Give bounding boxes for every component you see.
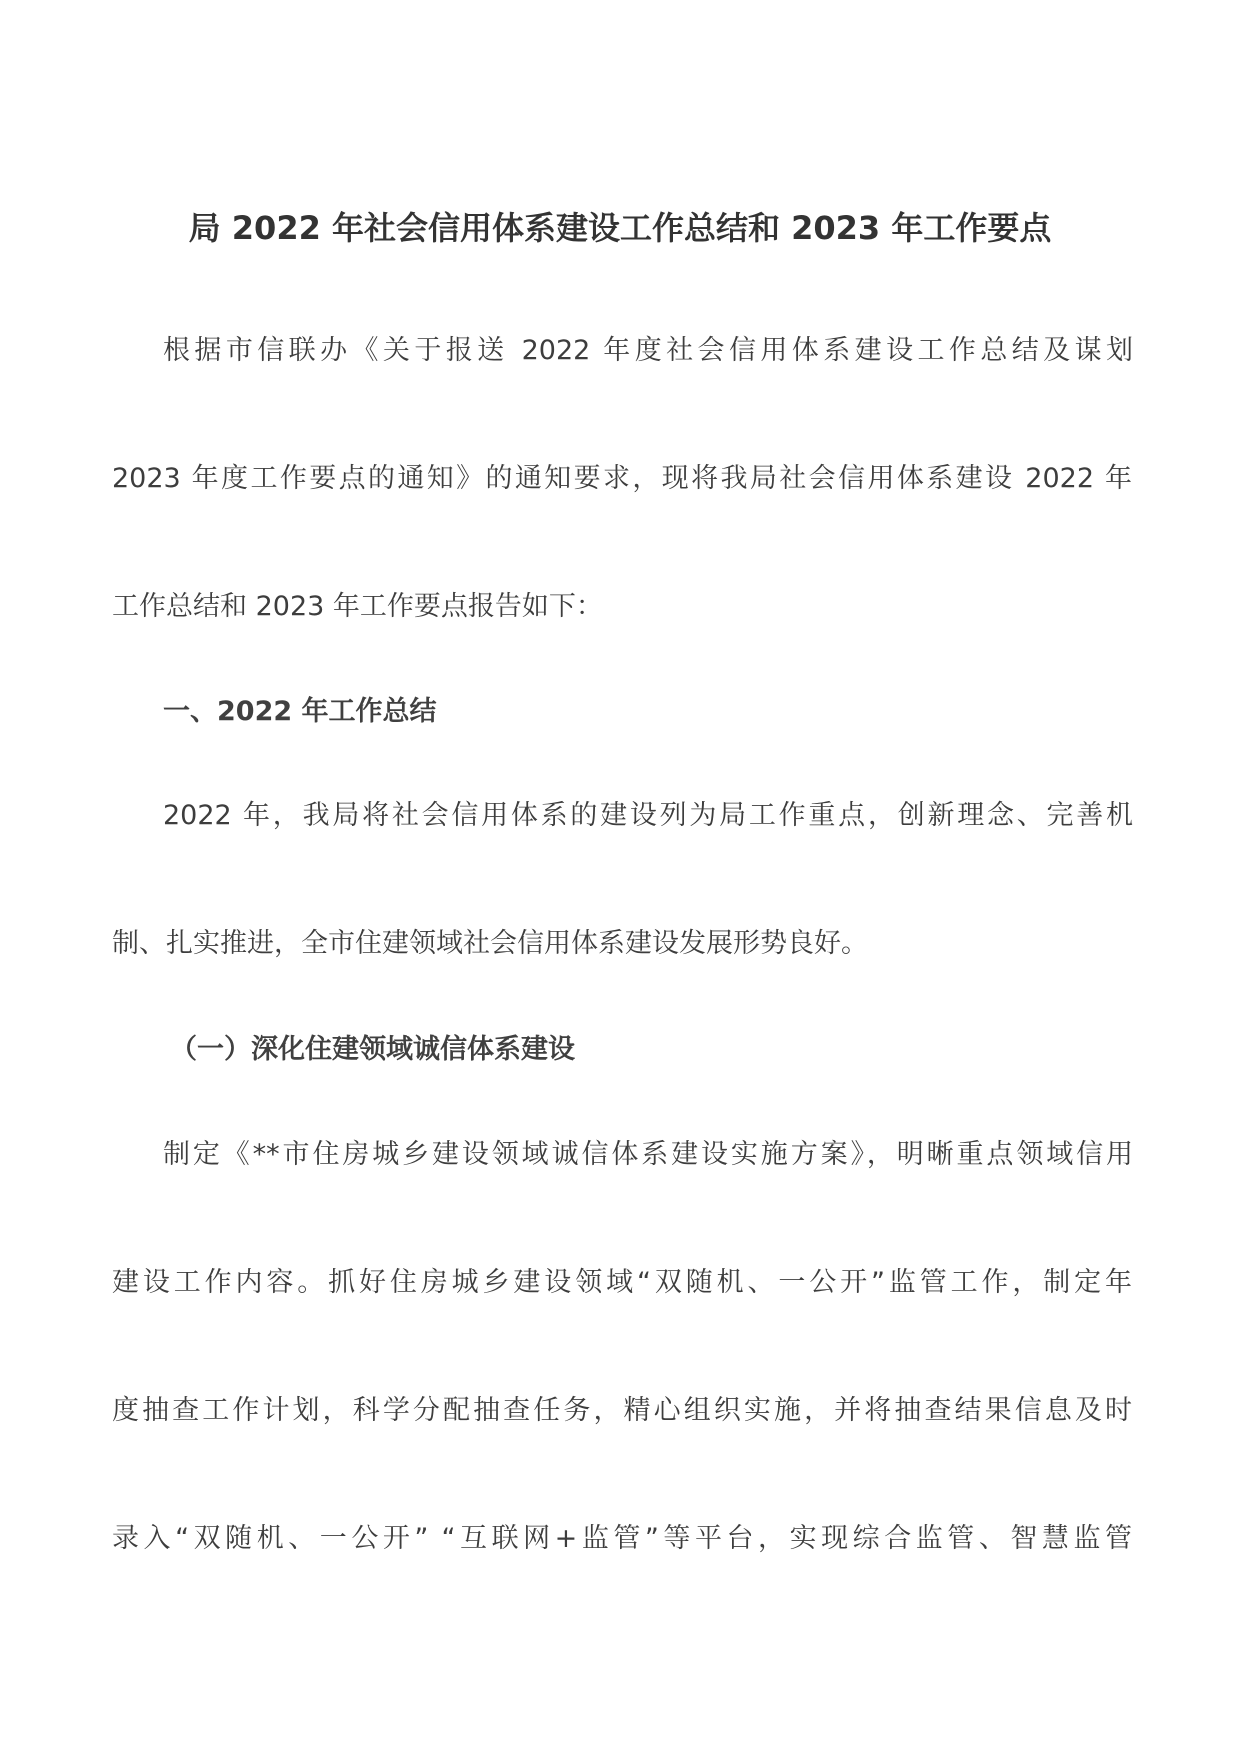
intro-line-3: 工作总结和 2023 年工作要点报告如下： bbox=[112, 591, 603, 622]
section1-line-2: 制、扎实推进，全市住建领域社会信用体系建设发展形势良好。 bbox=[112, 928, 868, 959]
subsection-heading-credit-system: （一）深化住建领域诚信体系建设 bbox=[170, 1034, 575, 1065]
subsection1-line-1: 制定《**市住房城乡建设领域诚信体系建设实施方案》，明晰重点领域信用 bbox=[163, 1139, 1133, 1170]
subsection1-line-3: 度抽查工作计划，科学分配抽查任务，精心组织实施，并将抽查结果信息及时 bbox=[112, 1395, 1132, 1426]
subsection1-line-2: 建设工作内容。抓好住房城乡建设领域“双随机、一公开”监管工作，制定年 bbox=[112, 1267, 1132, 1298]
intro-line-2: 2023 年度工作要点的通知》的通知要求，现将我局社会信用体系建设 2022 年 bbox=[112, 463, 1132, 494]
subsection1-line-4: 录入“双随机、一公开” “互联网+监管”等平台，实现综合监管、智慧监管 bbox=[112, 1523, 1132, 1554]
section1-line-1: 2022 年，我局将社会信用体系的建设列为局工作重点，创新理念、完善机 bbox=[163, 800, 1133, 831]
section-heading-2022-summary: 一、2022 年工作总结 bbox=[163, 696, 437, 727]
document-title: 局 2022 年社会信用体系建设工作总结和 2023 年工作要点 bbox=[188, 209, 1052, 247]
intro-line-1: 根据市信联办《关于报送 2022 年度社会信用体系建设工作总结及谋划 bbox=[163, 335, 1133, 366]
